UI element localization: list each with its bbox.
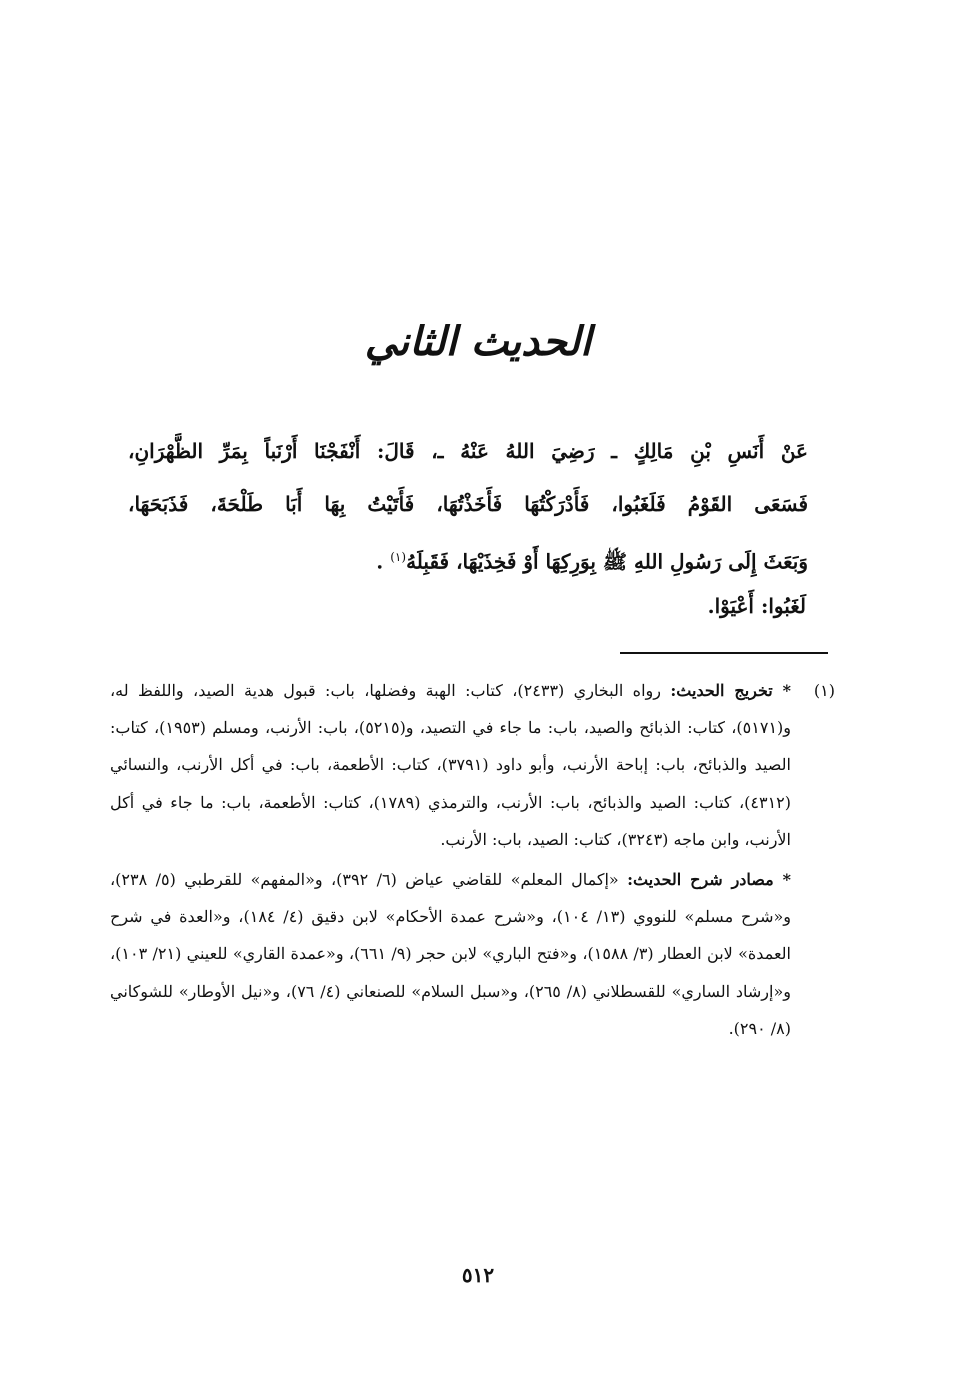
hadith-line-final [128, 531, 808, 589]
hadith-line: فَسَعَى القَوْمُ فَلَغَبُوا، فَأَدْرَكْتُهَا فَأَخَذْتُهَا، فَأَتَيْتُ بِهَا أَبَا طَلْحَةَ، فَذَبَحَهَا، [128, 492, 808, 516]
footnote-sources [110, 861, 835, 1047]
footnote-takhrij [110, 672, 835, 858]
chapter-title: الحديث الثاني [364, 318, 592, 365]
takhrij-label: * تخريج الحديث: [670, 681, 792, 700]
sources-label: * مصادر شرح الحديث: [627, 870, 791, 890]
hadith-line-text: وَبَعَثَ إِلَى رَسُولِ اللهِ ﷺ بِوَرِكِهَا أَوْ فَخِذَيْهَا، فَقَبِلَهُ [406, 549, 808, 574]
page-number: ٥١٢ [461, 1263, 495, 1287]
footnote-marker: (١) [390, 550, 407, 564]
footnote-number: (١) [813, 681, 835, 700]
footnote-body [110, 672, 791, 858]
footnote-separator [620, 652, 828, 654]
sources-text: «إكمال المعلم» للقاضي عياض (٦/ ٣٩٢)، و«المفهم» للقرطبي (٥/ ٢٣٨)، و«شرح مسلم» للنووي (١٣/ ١٠٤)، و«شرح عمدة الأحكام» لابن دقيق (٤/ ١٨٤)، و«العدة في شرح العمدة» لابن العطار (٣/ ١٥٨٨)، و«فتح الباري» لابن حجر (٩/ ٦٦١)، و«عمدة القاري» للعيني (٢١/ ١٠٣)، و«إرشاد الساري» للقسطلاني (٨/ ٢٦٥)، و«سبل السلام» للصنعاني (٤/ ٧٦)، و«نيل الأوطار» للشوكاني (٨/ ٢٩٠). [110, 870, 792, 1038]
footnotes [110, 672, 835, 1047]
hadith-text [128, 425, 808, 589]
word-gloss: لَغَبُوا: أَعْيَوْا. [707, 594, 806, 618]
hadith-end-mark: . [376, 549, 391, 574]
takhrij-text: رواه البخاري (٢٤٣٣)، كتاب: الهبة وفضلها، باب: قبول هدية الصيد، واللفظ له، و(٥١٧١)، كتاب: الذبائح والصيد، باب: ما جاء في التصيد، و(٥٢١٥)، باب: الأرنب، ومسلم (١٩٥٣)، كتاب: الصيد والذبائح، باب: إباحة الأرنب، وأبو داود (٣٧٩١)، كتاب: الأطعمة، باب: في أكل الأرنب، والنسائي (٤٣١٢)، كتاب: الصيد والذبائح، باب: الأرنب، والترمذي (١٧٨٩)، كتاب: الأطعمة، باب: ما جاء في أكل الأرنب، وابن ماجه (٣٢٤٣)، كتاب: الصيد، باب: الأرنب. [110, 681, 791, 849]
hadith-line: عَنْ أَنَسِ بْنِ مَالِكٍ ـ رَضِيَ اللهُ عَنْهُ ـ، قَالَ: أَنْفَجْنَا أَرْنَباً بِمَرِّ الظَّهْرَانِ، [128, 439, 808, 463]
